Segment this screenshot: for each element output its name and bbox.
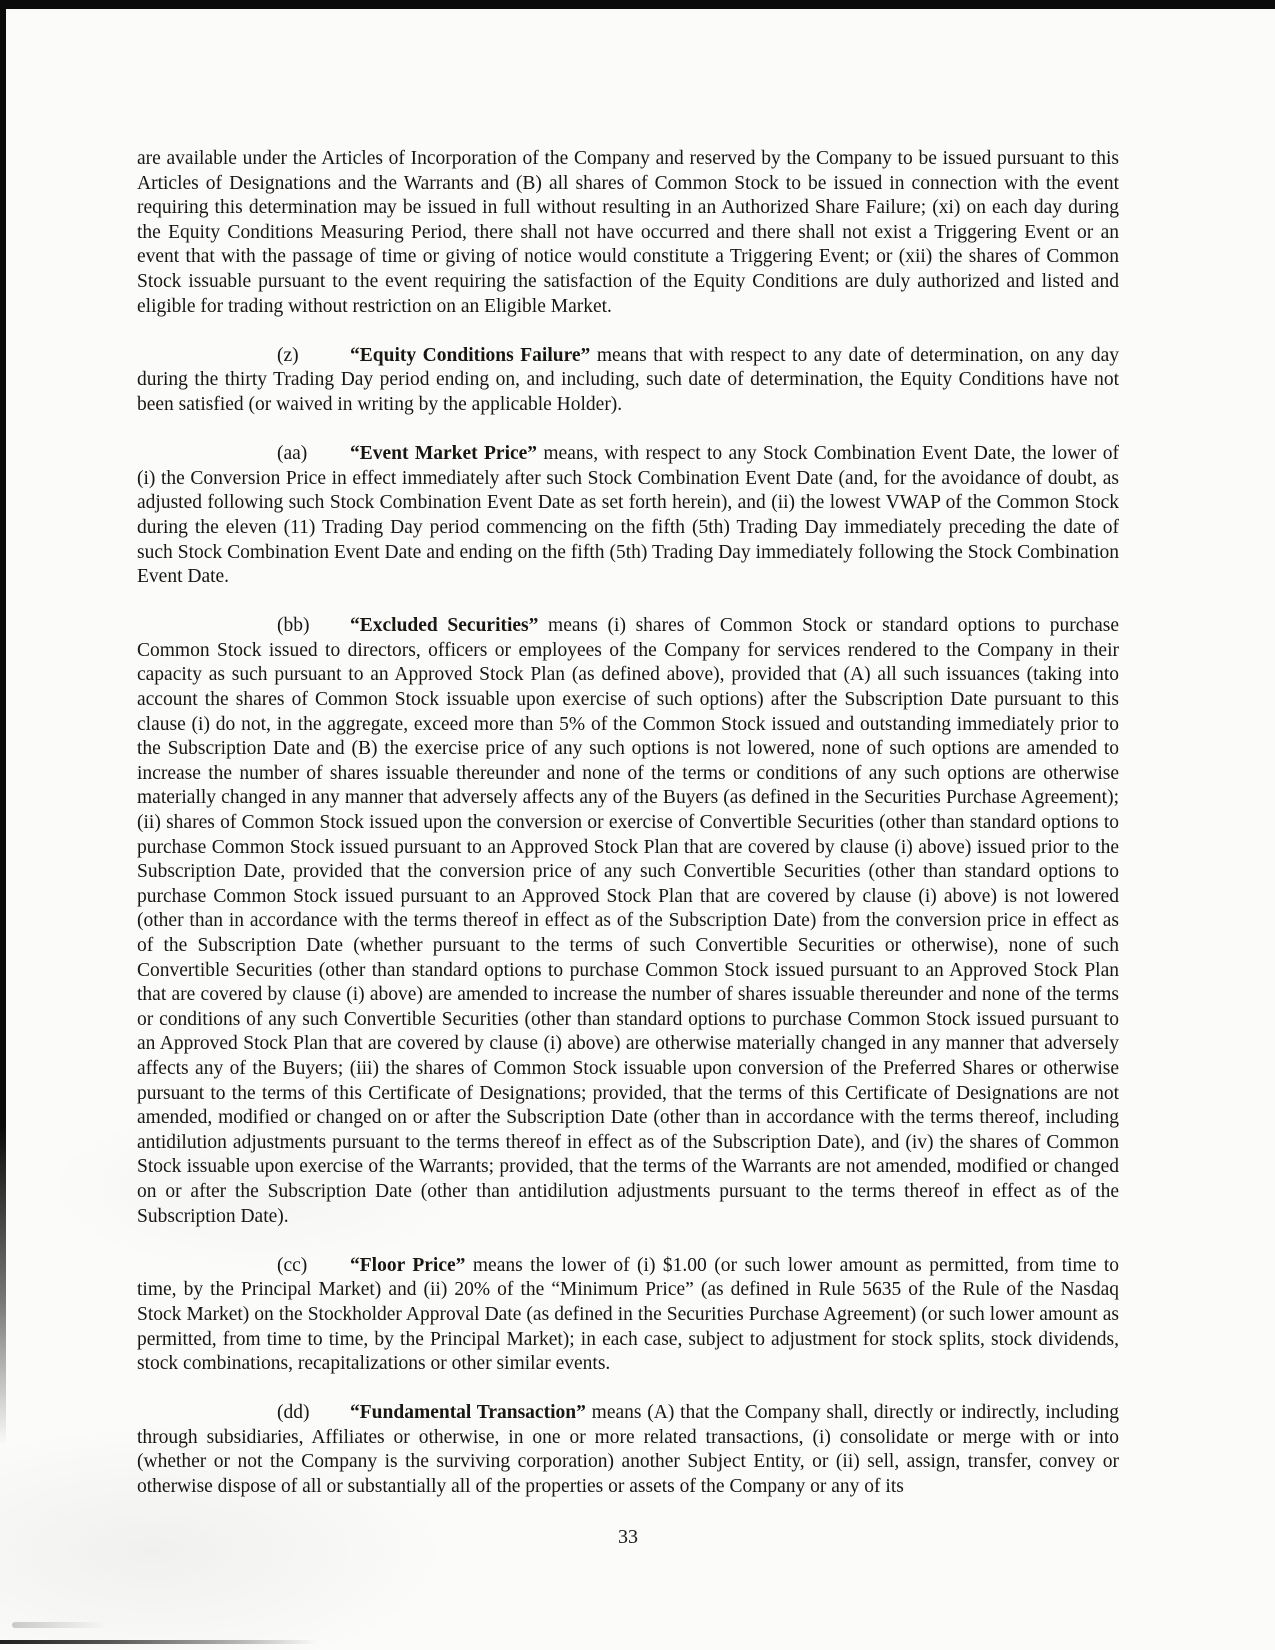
- paragraph-label: (aa): [277, 443, 308, 465]
- paragraph-label: (cc): [277, 1254, 308, 1276]
- document-body: [137, 147, 1119, 1500]
- paragraph-text: are available under the Articles of Incorporation of the Company and reserved by the Company to be issued pursuant to this Articles of Designations and the Warrants and (B) all shares of Common Stock to be issued in connection with the event requiring this determination may be issued in full without resulting in an Authorized Share Failure; (xi) on each day during the Equity Conditions Measuring Period, there shall not have occurred and there shall not exist a Triggering Event or an event that with the passage of time or giving of notice would constitute a Triggering Event; or (xii) the shares of Common Stock issuable pursuant to the event requiring the satisfaction of the Equity Conditions are duly authorized and listed and eligible for trading without restriction on an Eligible Market.: [137, 148, 1119, 317]
- paragraph-bb: [137, 614, 1119, 1229]
- defined-term: “Equity Conditions Failure”: [350, 344, 591, 366]
- paragraph-dd: [137, 1401, 1119, 1499]
- page-number: 33: [618, 1526, 638, 1548]
- paragraph-cc: [137, 1254, 1119, 1377]
- paragraph-label: (dd): [277, 1402, 310, 1424]
- paragraph-label: (z): [277, 344, 299, 366]
- scan-smudge-artifact: [12, 1622, 107, 1628]
- scan-bottom-line-artifact: [0, 1640, 318, 1644]
- paragraph-label: (bb): [277, 615, 310, 637]
- paragraph-continuation: [137, 147, 1119, 319]
- paragraph-text: means (i) shares of Common Stock or standard options to purchase Common Stock issued to directors, officers or employees of the Company for services rendered to the Company in their capacity as such pursuant to an Approved Stock Plan (as defined above), provided that (A) all such issuances (taking into account the shares of Common Stock issuable upon exercise of such options) after the Subscription Date pursuant to this clause (i) do not, in the aggregate, exceed more than 5% of the Common Stock issued and outstanding immediately prior to the Subscription Date and (B) the exercise price of any such options is not lowered, none of such options are amended to increase the number of shares issuable thereunder and none of the terms or conditions of any such options are otherwise materially changed in any manner that adversely affects any of the Buyers (as defined in the Securities Purchase Agreement); (ii) shares of Common Stock issued upon the conversion or exercise of Convertible Securities (other than standard options to purchase Common Stock issued pursuant to an Approved Stock Plan that are covered by clause (i) above) issued prior to the Subscription Date, provided that the conversion price of any such Convertible Securities (other than standard options to purchase Common Stock issued pursuant to an Approved Stock Plan that are covered by clause (i) above) is not lowered (other than in accordance with the terms thereof in effect as of the Subscription Date) from the conversion price in effect as of the Subscription Date (whether pursuant to the terms of such Convertible Securities or otherwise), none of such Convertible Securities (other than standard options to purchase Common Stock issued pursuant to an Approved Stock Plan that are covered by clause (i) above) are amended to increase the number of shares issuable thereunder and none of the terms or conditions of any such Convertible Securities (other than standard options to purchase Common Stock issued pursuant to an Approved Stock Plan that are covered by clause (i) above) are otherwise materially changed in any manner that adversely affects any of the Buyers; (iii) the shares of Common Stock issuable upon conversion of the Preferred Shares or otherwise pursuant to the terms of this Certificate of Designations; provided, that the terms of this Certificate of Designations are not amended, modified or changed on or after the Subscription Date (other than in accordance with the terms thereof, including antidilution adjustments pursuant to the terms thereof in effect as of the Subscription Date), and (iv) the shares of Common Stock issuable upon exercise of the Warrants; provided, that the terms of the Warrants are not amended, modified or changed on or after the Subscription Date (other than antidilution adjustments pursuant to the terms thereof in effect as of the Subscription Date).: [137, 615, 1119, 1227]
- paragraph-text: means the lower of (i) $1.00 (or such lower amount as permitted, from time to time, by the Principal Market) and (ii) 20% of the “Minimum Price” (as defined in Rule 5635 of the Rule of the Nasdaq Stock Market) on the Stockholder Approval Date (as defined in the Securities Purchase Agreement) (or such lower amount as permitted, from time to time, by the Principal Market); in each case, subject to adjustment for stock splits, stock dividends, stock combinations, recapitalizations or other similar events.: [137, 1254, 1119, 1375]
- defined-term: “Excluded Securities”: [350, 615, 539, 637]
- paragraph-aa: [137, 442, 1119, 590]
- scan-top-bar-artifact: [0, 0, 1275, 9]
- scan-left-bar-artifact: [0, 0, 6, 1445]
- paragraph-text: means (A) that the Company shall, directly or indirectly, including through subsidiaries, Affiliates or otherwise, in one or more related transactions, (i) consolidate or merge with or into (whether or not the Company is the surviving corporation) another Subject Entity, or (ii) sell, assign, transfer, convey or otherwise dispose of all or substantially all of the properties or assets of the Company or any of its: [137, 1402, 1120, 1498]
- paragraph-z: [137, 344, 1119, 418]
- paragraph-text: means, with respect to any Stock Combination Event Date, the lower of (i) the Conversion Price in effect immediately after such Stock Combination Event Date (and, for the avoidance of doubt, as adjusted following such Stock Combination Event Date as set forth herein), and (ii) the lowest VWAP of the Common Stock during the eleven (11) Trading Day period commencing on the fifth (5th) Trading Day immediately preceding the date of such Stock Combination Event Date and ending on the fifth (5th) Trading Day immediately following the Stock Combination Event Date.: [137, 443, 1119, 588]
- defined-term: “Floor Price”: [350, 1254, 466, 1276]
- paragraph-text: means that with respect to any date of determination, on any day during the thirty Trading Day period ending on, and including, such date of determination, the Equity Conditions have not been satisfied (or waived in writing by the applicable Holder).: [137, 344, 1119, 415]
- defined-term: “Fundamental Transaction”: [350, 1402, 586, 1424]
- defined-term: “Event Market Price”: [350, 443, 538, 465]
